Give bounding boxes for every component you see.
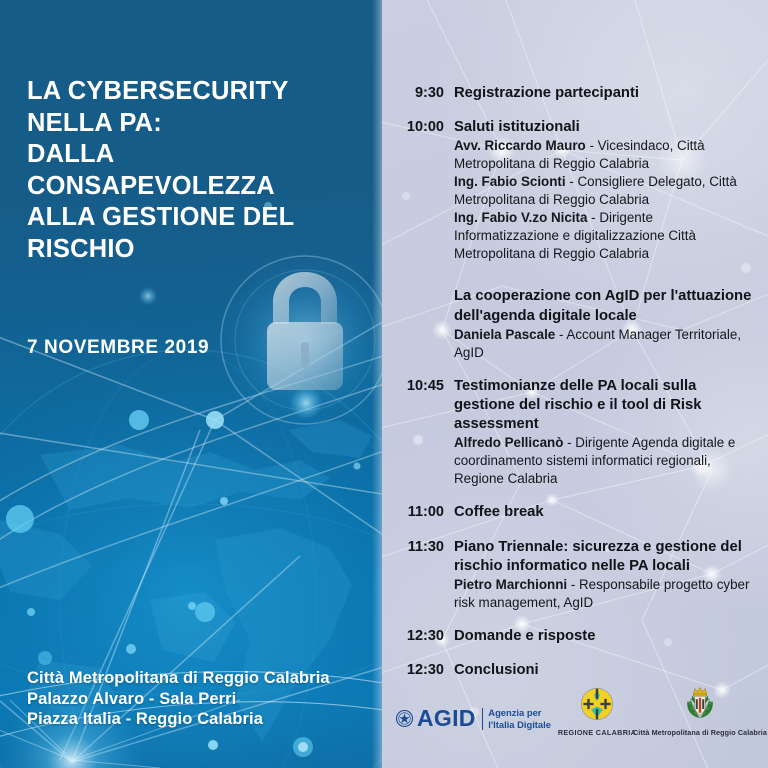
agenda-speaker-name: Pietro Marchionni xyxy=(454,577,568,593)
agenda-speaker xyxy=(454,137,754,173)
venue-line-2: Palazzo Alvaro - Sala Perri xyxy=(27,689,237,708)
citta-metropolitana-caption: Città Metropolitana di Reggio Calabria xyxy=(633,728,767,737)
agenda-speaker-name: Avv. Riccardo Mauro xyxy=(454,138,586,154)
regione-calabria-logo xyxy=(549,687,645,737)
agid-logo xyxy=(396,707,551,730)
agenda-item-time: 11:30 xyxy=(407,538,444,555)
agenda-speaker-name: Ing. Fabio Scionti xyxy=(454,174,566,190)
agenda-item-title: Domande e risposte xyxy=(454,628,596,645)
agenda-item-title: La cooperazione con AgID per l'attuazione dell'agenda digitale locale xyxy=(454,288,752,324)
agid-subtitle xyxy=(488,707,551,729)
agid-wordmark: AGID xyxy=(417,705,476,731)
agenda-list xyxy=(382,84,768,695)
agenda-item xyxy=(382,118,768,263)
event-venue xyxy=(27,668,330,730)
left-panel xyxy=(0,0,382,768)
agenda-item xyxy=(382,503,768,522)
right-panel xyxy=(382,0,768,768)
agenda-speaker-role: - Consigliere Delegato, Città Metropolitana di Reggio Calabria xyxy=(454,174,737,208)
agenda-speaker-role: - Account Manager Territoriale, AgID xyxy=(454,326,742,360)
agenda-speaker-name: Ing. Fabio V.zo Nicita xyxy=(454,210,588,226)
agenda-item-time: 11:00 xyxy=(407,504,444,521)
citta-metropolitana-logo xyxy=(632,685,768,737)
agenda-item xyxy=(382,84,768,103)
agenda-item-time: 12:30 xyxy=(406,662,444,679)
page-title-line-1: LA CYBERSECURITY NELLA PA: xyxy=(27,77,289,137)
citta-metropolitana-crest-icon xyxy=(683,708,717,725)
page-title-line-3: ALLA GESTIONE DEL RISCHIO xyxy=(27,203,294,263)
agenda-item xyxy=(382,377,768,489)
event-date: 7 NOVEMBRE 2019 xyxy=(27,337,210,358)
agenda-speaker-name: Daniela Pascale xyxy=(454,326,556,342)
agenda-speaker xyxy=(454,326,754,362)
page-title-line-2: DALLA CONSAPEVOLEZZA xyxy=(27,140,275,200)
regione-calabria-emblem-icon xyxy=(580,708,614,725)
agenda-speaker-name: Alfredo Pellicanò xyxy=(454,435,564,451)
agenda-speaker-role: - Vicesindaco, Città Metropolitana di Reggio Calabria xyxy=(454,138,705,172)
agenda-speaker xyxy=(454,576,754,612)
agenda-item-time: 12:30 xyxy=(406,628,444,645)
agenda-item-title: Saluti istituzionali xyxy=(454,119,580,136)
agenda-item xyxy=(382,661,768,680)
agenda-item xyxy=(382,538,768,612)
agenda-item-title: Registrazione partecipanti xyxy=(454,85,640,101)
agenda-item-time: 10:45 xyxy=(406,377,444,394)
agenda-spacer xyxy=(382,278,768,287)
venue-line-1: Città Metropolitana di Reggio Calabria xyxy=(27,669,330,687)
agenda-item xyxy=(382,287,768,361)
agid-subtitle-line-1: Agenzia per xyxy=(488,707,542,719)
agenda-speaker xyxy=(454,434,754,488)
regione-calabria-caption: REGIONE CALABRIA xyxy=(557,728,637,737)
agid-divider xyxy=(482,708,484,730)
logo-bar xyxy=(382,686,768,742)
agenda-item-time: 10:00 xyxy=(406,119,444,136)
agid-subtitle-line-2: l'Italia Digitale xyxy=(488,718,551,730)
venue-line-3: Piazza Italia - Reggio Calabria xyxy=(27,710,264,728)
agenda-item-title: Conclusioni xyxy=(454,662,539,679)
agenda-item-title: Piano Triennale: sicurezza e gestione del rischio informatico nelle PA locali xyxy=(454,538,742,574)
agenda-item-title: Coffee break xyxy=(454,504,544,521)
agenda-item xyxy=(382,627,768,646)
agenda-item-time: 9:30 xyxy=(414,85,444,101)
agenda-speaker-role: - Dirigente Agenda digitale e coordinamento sistemi informatici regionali, Regione Calabria xyxy=(454,435,736,487)
agenda-speaker xyxy=(454,173,754,209)
agenda-speaker-role: - Responsabile progetto cyber risk management, AgID xyxy=(454,577,750,611)
agenda-speaker xyxy=(454,209,754,263)
agenda-item-title: Testimonianze delle PA locali sulla gestione del rischio e il tool di Risk assessment xyxy=(454,377,702,433)
page-title xyxy=(27,76,367,265)
republic-emblem-icon xyxy=(396,710,413,727)
agenda-speaker-role: - Dirigente Informatizzazione e digitalizzazione Città Metropolitana di Reggio Calabria xyxy=(454,210,696,262)
